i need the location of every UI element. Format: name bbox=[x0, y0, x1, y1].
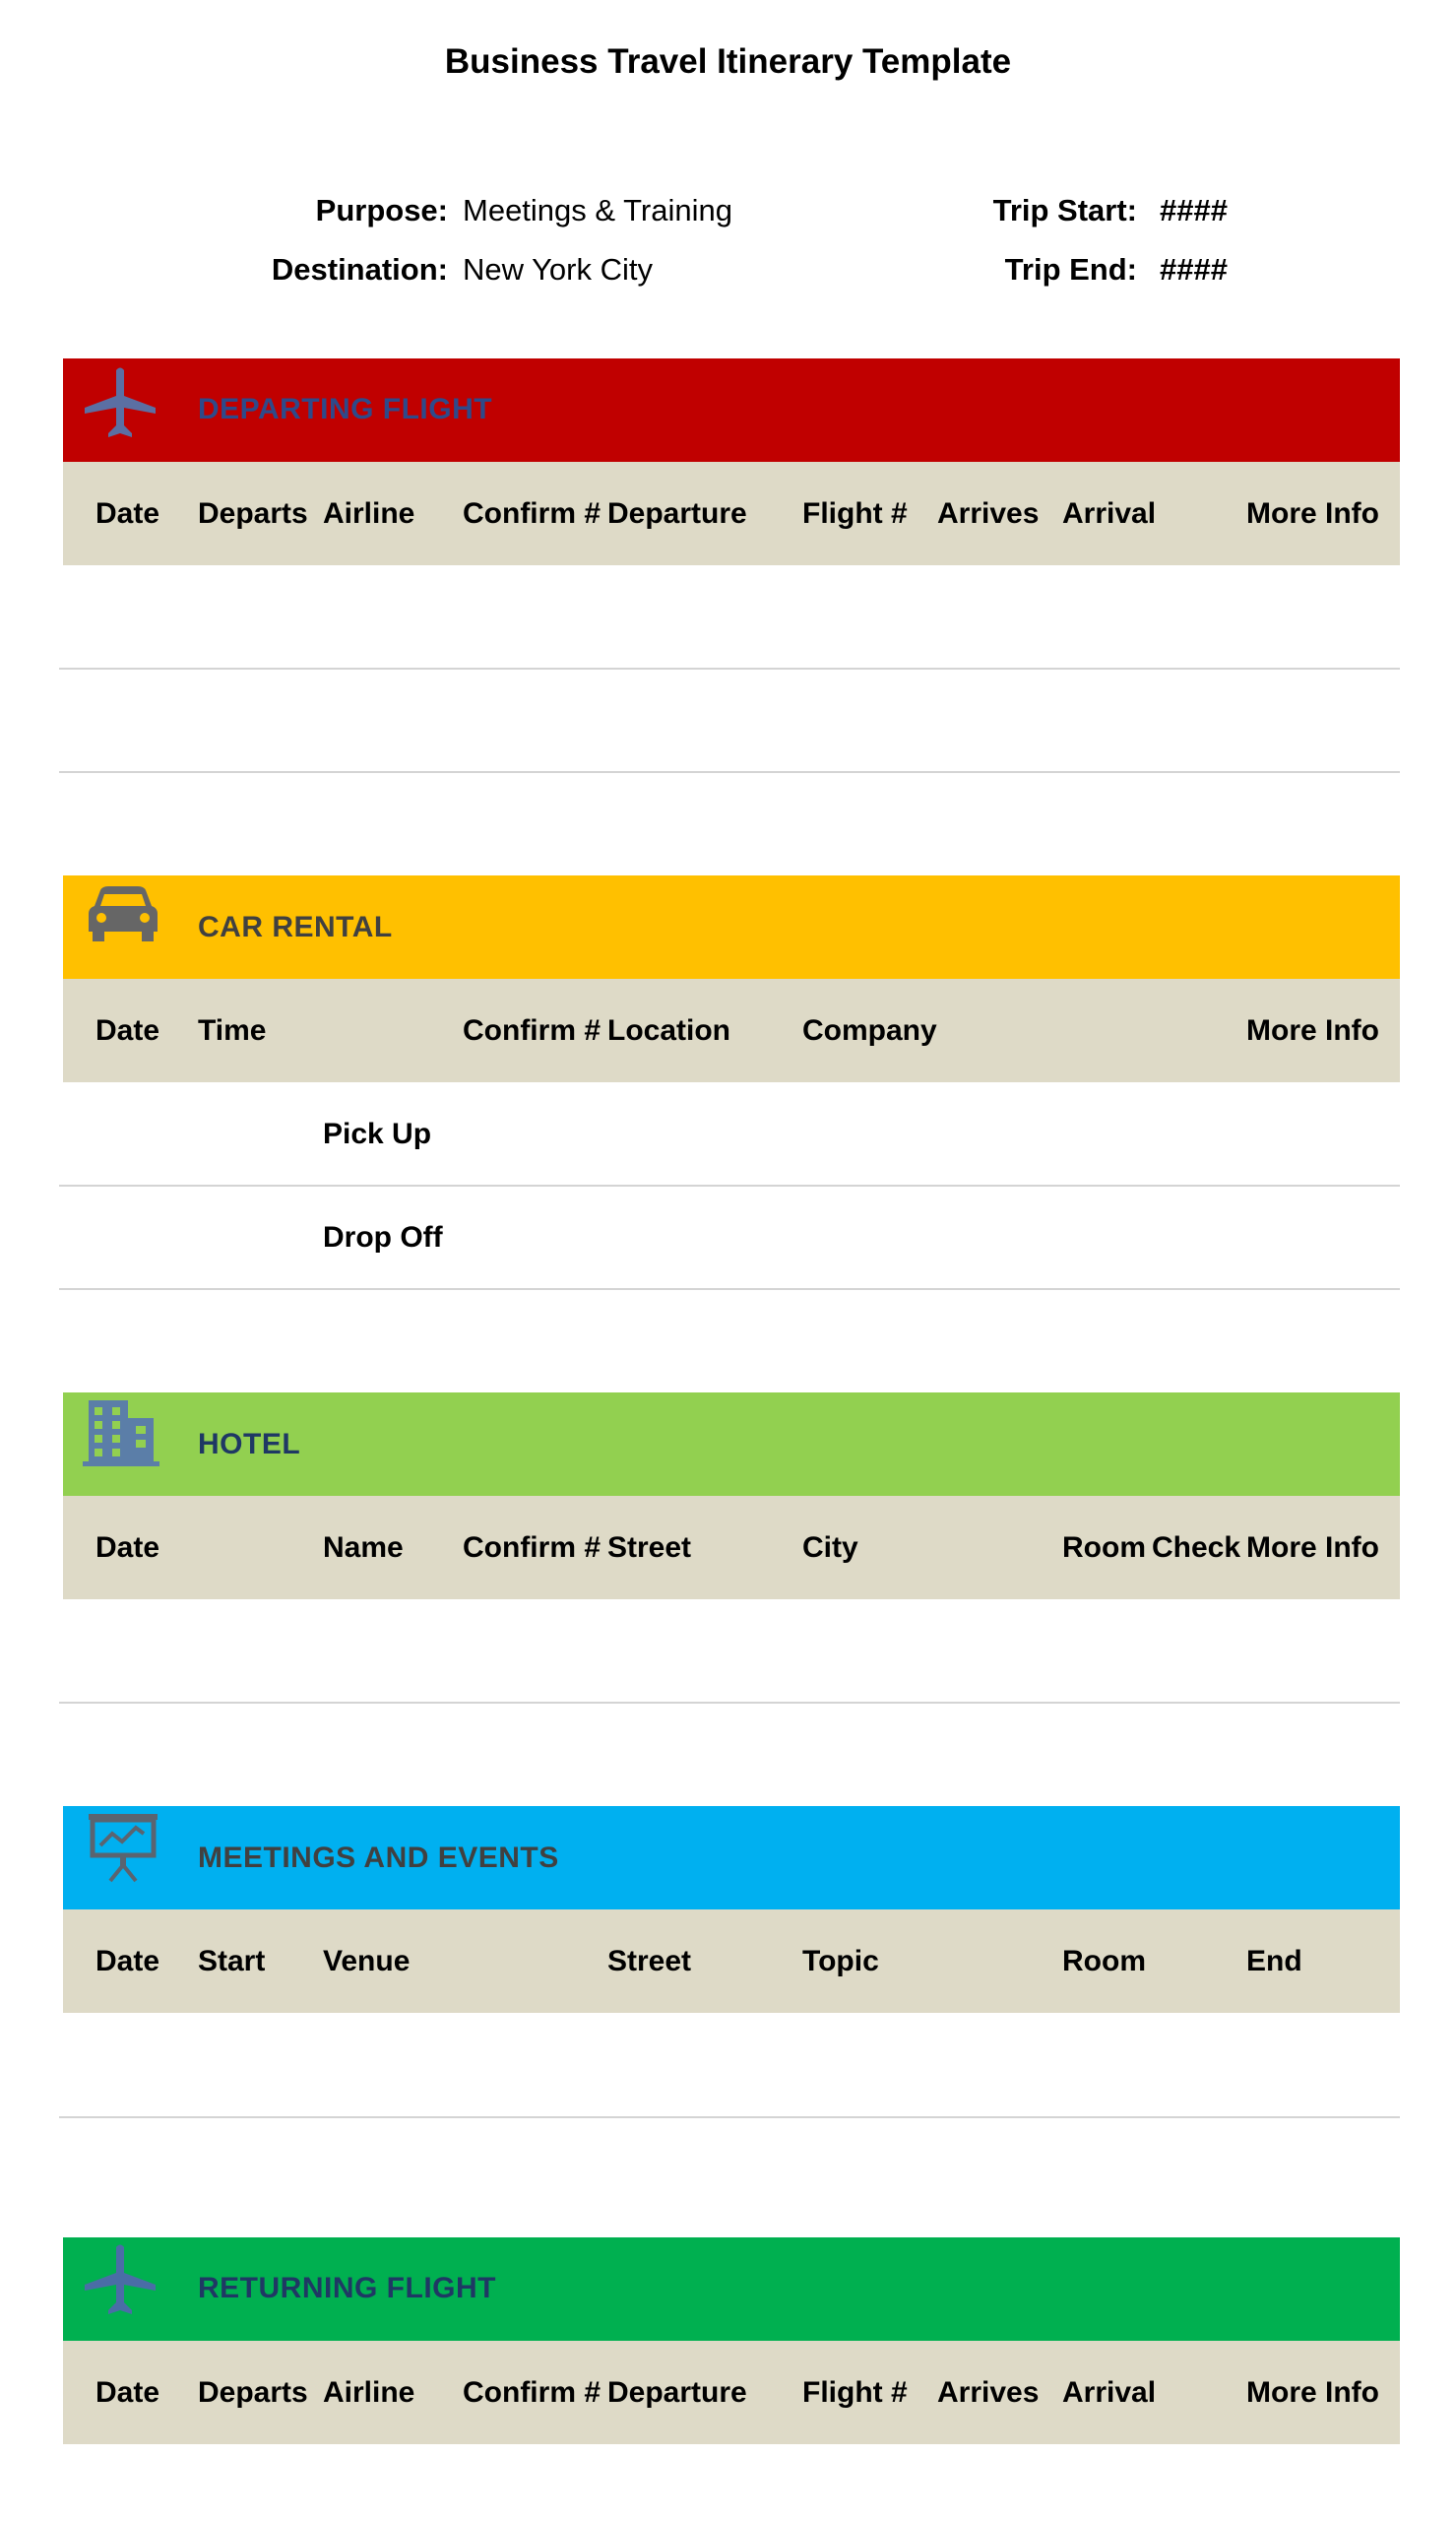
row-divider bbox=[59, 2116, 1400, 2118]
departing-col-arrival: Arrival bbox=[1062, 497, 1157, 530]
departing-col-arrives: Arrives bbox=[937, 497, 1040, 530]
departing-col-departure: Departure bbox=[607, 497, 747, 530]
hotel-col-street: Street bbox=[607, 1531, 692, 1564]
car-col-more-info: More Info bbox=[1246, 1014, 1379, 1047]
purpose-label: Purpose: bbox=[315, 193, 448, 227]
destination-label: Destination: bbox=[271, 252, 448, 287]
returning-col-departs: Departs bbox=[198, 2376, 308, 2409]
row-divider bbox=[59, 668, 1400, 670]
trip-end-value: #### bbox=[1160, 252, 1228, 287]
meetings-col-venue: Venue bbox=[323, 1945, 411, 1977]
airplane-icon bbox=[81, 366, 159, 441]
meetings-col-room: Room bbox=[1062, 1945, 1146, 1977]
departing-col-flight: Flight # bbox=[802, 497, 908, 530]
purpose-value: Meetings & Training bbox=[463, 193, 732, 227]
building-icon bbox=[83, 1398, 159, 1469]
departing-col-date: Date bbox=[95, 497, 160, 530]
car-row-drop-off: Drop Off bbox=[323, 1221, 443, 1254]
departing-col-confirm: Confirm # bbox=[463, 497, 601, 530]
hotel-col-name: Name bbox=[323, 1531, 404, 1564]
document-title: Business Travel Itinerary Template bbox=[444, 42, 1012, 81]
returning-col-departure: Departure bbox=[607, 2376, 747, 2409]
returning-col-arrives: Arrives bbox=[937, 2376, 1040, 2409]
car-col-confirm: Confirm # bbox=[463, 1014, 601, 1047]
meetings-title: MEETINGS AND EVENTS bbox=[198, 1842, 559, 1874]
returning-col-airline: Airline bbox=[323, 2376, 415, 2409]
row-divider bbox=[59, 1185, 1400, 1187]
trip-start-value: #### bbox=[1160, 193, 1228, 227]
meetings-col-date: Date bbox=[95, 1945, 160, 1977]
departing-col-airline: Airline bbox=[323, 497, 415, 530]
returning-col-more-info: More Info bbox=[1246, 2376, 1379, 2409]
returning-col-confirm: Confirm # bbox=[463, 2376, 601, 2409]
meetings-col-end: End bbox=[1246, 1945, 1302, 1977]
departing-col-more-info: More Info bbox=[1246, 497, 1379, 530]
hotel-col-room: Room bbox=[1062, 1531, 1146, 1564]
row-divider bbox=[59, 1702, 1400, 1704]
car-row-pick-up: Pick Up bbox=[323, 1118, 432, 1150]
car-col-location: Location bbox=[607, 1014, 730, 1047]
row-divider bbox=[59, 771, 1400, 773]
car-col-date: Date bbox=[95, 1014, 160, 1047]
hotel-col-date: Date bbox=[95, 1531, 160, 1564]
car-col-company: Company bbox=[802, 1014, 937, 1047]
meetings-col-start: Start bbox=[198, 1945, 266, 1977]
airplane-icon bbox=[81, 2243, 159, 2318]
returning-col-flight: Flight # bbox=[802, 2376, 908, 2409]
destination-value: New York City bbox=[463, 252, 653, 287]
hotel-col-check: Check bbox=[1152, 1531, 1240, 1564]
returning-col-date: Date bbox=[95, 2376, 160, 2409]
trip-end-label: Trip End: bbox=[1004, 252, 1137, 287]
hotel-col-confirm: Confirm # bbox=[463, 1531, 601, 1564]
meetings-col-topic: Topic bbox=[802, 1945, 879, 1977]
car-col-time: Time bbox=[198, 1014, 267, 1047]
car-icon bbox=[87, 884, 159, 945]
trip-start-label: Trip Start: bbox=[992, 193, 1137, 227]
departing-flight-title: DEPARTING FLIGHT bbox=[198, 393, 493, 425]
presentation-board-icon bbox=[87, 1810, 159, 1883]
hotel-col-city: City bbox=[802, 1531, 858, 1564]
hotel-title: HOTEL bbox=[198, 1428, 301, 1460]
car-rental-title: CAR RENTAL bbox=[198, 911, 393, 943]
returning-flight-title: RETURNING FLIGHT bbox=[198, 2272, 496, 2304]
hotel-col-more-info: More Info bbox=[1246, 1531, 1379, 1564]
meetings-col-street: Street bbox=[607, 1945, 692, 1977]
returning-col-arrival: Arrival bbox=[1062, 2376, 1157, 2409]
row-divider bbox=[59, 1288, 1400, 1290]
departing-col-departs: Departs bbox=[198, 497, 308, 530]
